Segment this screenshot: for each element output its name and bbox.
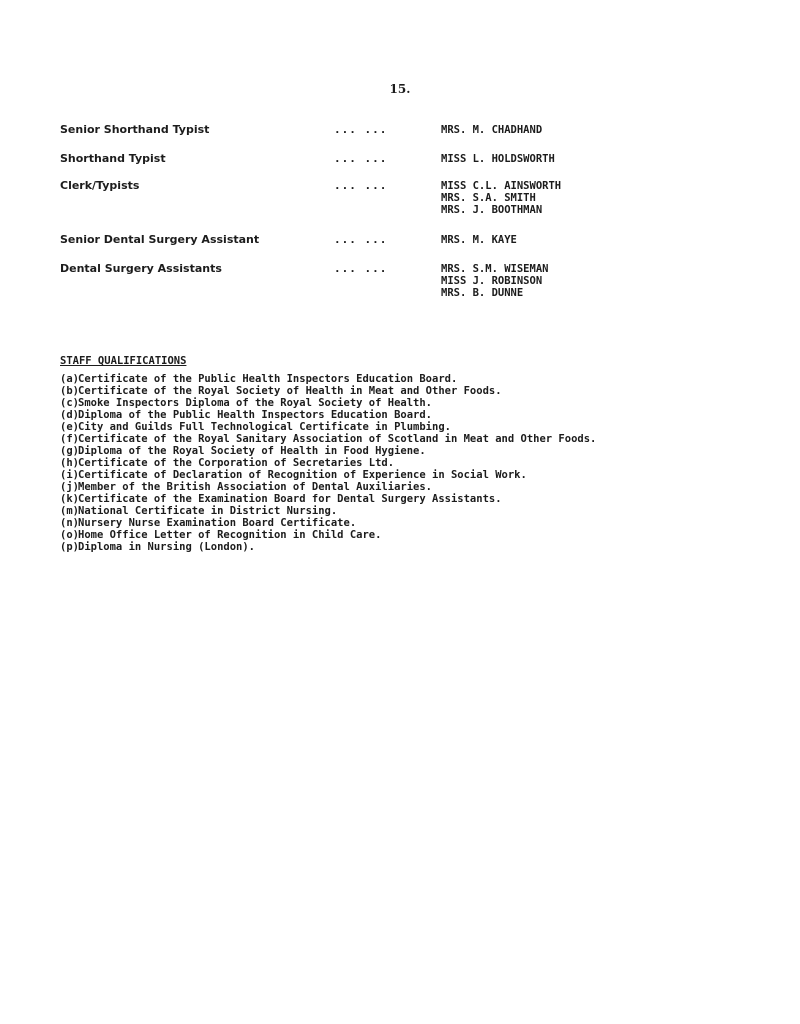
staff-name: MRS. B. DUNNE [441,287,524,299]
staff-name: MRS. S.M. WISEMAN [441,263,549,275]
qualification-text: Home Office Letter of Recognition in Child Care. [78,529,382,541]
qualification-text: Diploma of the Public Health Inspectors Education Board. [78,409,433,421]
qualification-item [60,397,790,409]
staff-name: MRS. M. CHADHAND [441,124,543,136]
leader-dots: ... ... [334,152,388,165]
qualification-text: Member of the British Association of Dental Auxiliaries. [78,481,433,493]
staff-role: Senior Shorthand Typist [60,123,210,136]
qualification-text: Certificate of the Royal Society of Health in Meat and Other Foods. [78,385,502,397]
staff-names [441,234,517,246]
qualification-code: (p) [60,541,79,553]
qualification-code: (b) [60,385,79,397]
qualification-code: (h) [60,457,79,469]
qualification-text: Certificate of the Public Health Inspectors Education Board. [78,373,458,385]
qualification-text: Nursery Nurse Examination Board Certificate. [78,517,357,529]
qualification-code: (c) [60,397,79,409]
qualification-item [60,529,790,541]
qualification-item [60,409,790,421]
qualification-code: (g) [60,445,79,457]
qualification-code: (n) [60,517,79,529]
qualification-code: (j) [60,481,79,493]
staff-name: MRS. J. BOOTHMAN [441,204,543,216]
qualification-item [60,373,790,385]
staff-name: MISS J. ROBINSON [441,275,543,287]
staff-role: Senior Dental Surgery Assistant [60,233,260,246]
qualification-code: (m) [60,505,79,517]
staff-name: MISS L. HOLDSWORTH [441,153,555,165]
qualification-item [60,481,790,493]
staff-names [441,180,561,216]
qualification-code: (o) [60,529,79,541]
staff-name: MISS C.L. AINSWORTH [441,180,562,192]
leader-dots: ... ... [334,233,388,246]
qualification-text: Certificate of Declaration of Recognition of Experience in Social Work. [78,469,527,481]
staff-names [441,263,548,299]
qualification-item [60,505,790,517]
staff-names [441,153,555,165]
staff-role: Clerk/Typists [60,179,140,192]
qualification-text: Certificate of the Corporation of Secretaries Ltd. [78,457,395,469]
qualification-code: (k) [60,493,79,505]
page-number: 15. [389,82,411,96]
qualification-item [60,541,790,553]
qualification-code: (d) [60,409,79,421]
qualifications-list [60,373,790,553]
qualification-item [60,445,790,457]
qualification-text: Diploma of the Royal Society of Health in Food Hygiene. [78,445,426,457]
qualification-code: (e) [60,421,79,433]
qualification-item [60,517,790,529]
qualification-item [60,469,790,481]
qualification-text: Certificate of the Examination Board for Dental Surgery Assistants. [78,493,502,505]
staff-name: MRS. M. KAYE [441,234,517,246]
qualification-text: National Certificate in District Nursing. [78,505,338,517]
qualification-text: Diploma in Nursing (London). [78,541,256,553]
qualification-code: (a) [60,373,79,385]
leader-dots: ... ... [334,123,388,136]
qualification-code: (f) [60,433,79,445]
qualification-text: City and Guilds Full Technological Certificate in Plumbing. [78,421,451,433]
staff-role: Dental Surgery Assistants [60,262,222,275]
qualification-item [60,433,790,445]
qualification-item [60,385,790,397]
staff-name: MRS. S.A. SMITH [441,192,536,204]
qualification-item [60,421,790,433]
qualification-text: Certificate of the Royal Sanitary Association of Scotland in Meat and Other Foods. [78,433,597,445]
staff-names [441,124,542,136]
qualification-item [60,493,790,505]
qualifications-heading: STAFF QUALIFICATIONS [60,355,187,367]
staff-role: Shorthand Typist [60,152,166,165]
leader-dots: ... ... [334,179,388,192]
qualification-item [60,457,790,469]
qualification-text: Smoke Inspectors Diploma of the Royal Society of Health. [78,397,433,409]
qualification-code: (i) [60,469,79,481]
leader-dots: ... ... [334,262,388,275]
